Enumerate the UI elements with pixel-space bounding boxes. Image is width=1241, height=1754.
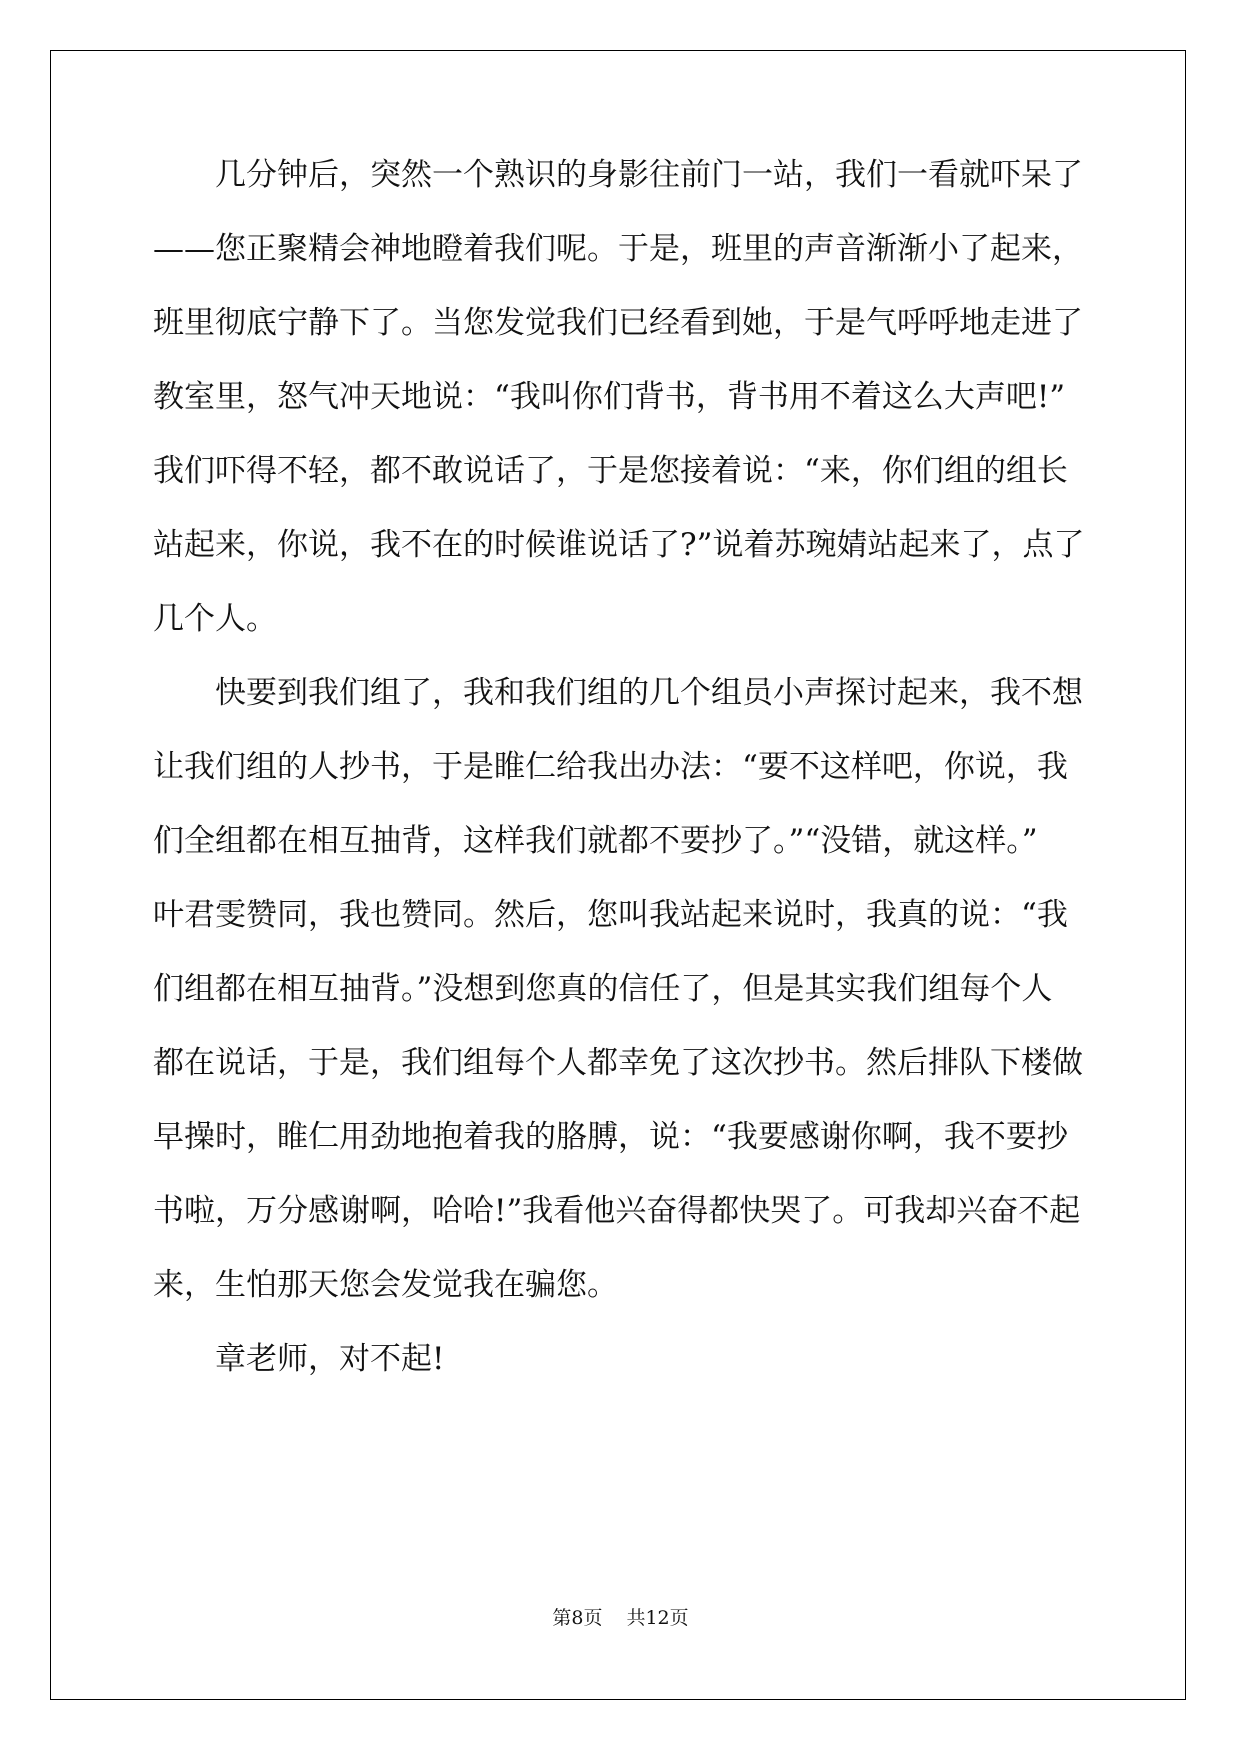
text-line: 几个人。	[153, 601, 277, 637]
text-line: 几分钟后，突然一个熟识的身影往前门一站，我们一看就吓呆了	[153, 157, 1083, 193]
text-line: 们全组都在相互抽背，这样我们就都不要抄了。”“没错，就这样。”	[153, 823, 1038, 859]
text-line: 叶君雯赞同，我也赞同。然后，您叫我站起来说时，我真的说：“我	[153, 897, 1068, 933]
text-line: 都在说话，于是，我们组每个人都幸免了这次抄书。然后排队下楼做	[153, 1045, 1083, 1081]
page-border	[50, 50, 1186, 1700]
text-line: 来，生怕那天您会发觉我在骗您。	[153, 1267, 618, 1303]
text-line: 教室里，怒气冲天地说：“我叫你们背书，背书用不着这么大声吧!”	[153, 379, 1066, 415]
text-line: 班里彻底宁静下了。当您发觉我们已经看到她，于是气呼呼地走进了	[153, 305, 1083, 341]
text-line: 站起来，你说，我不在的时候谁说话了?”说着苏琬婧站起来了，点了	[153, 527, 1085, 563]
text-line: 快要到我们组了，我和我们组的几个组员小声探讨起来，我不想	[153, 675, 1083, 711]
text-line: 我们吓得不轻，都不敢说话了，于是您接着说：“来，你们组的组长	[153, 453, 1068, 489]
text-line: 早操时，睢仁用劲地抱着我的胳膊，说：“我要感谢你啊，我不要抄	[153, 1119, 1068, 1155]
text-line: 书啦，万分感谢啊，哈哈!”我看他兴奋得都快哭了。可我却兴奋不起	[153, 1193, 1081, 1229]
page-number-current: 第8页	[552, 1607, 603, 1629]
text-line: 让我们组的人抄书，于是睢仁给我出办法：“要不这样吧，你说，我	[153, 749, 1068, 785]
text-line: 章老师，对不起!	[153, 1341, 445, 1377]
page-footer	[0, 1603, 1241, 1630]
text-line: ——您正聚精会神地瞪着我们呢。于是，班里的声音渐渐小了起来，	[153, 231, 1083, 267]
text-line: 们组都在相互抽背。”没想到您真的信任了，但是其实我们组每个人	[153, 971, 1053, 1007]
page-number-total: 共12页	[626, 1607, 689, 1629]
